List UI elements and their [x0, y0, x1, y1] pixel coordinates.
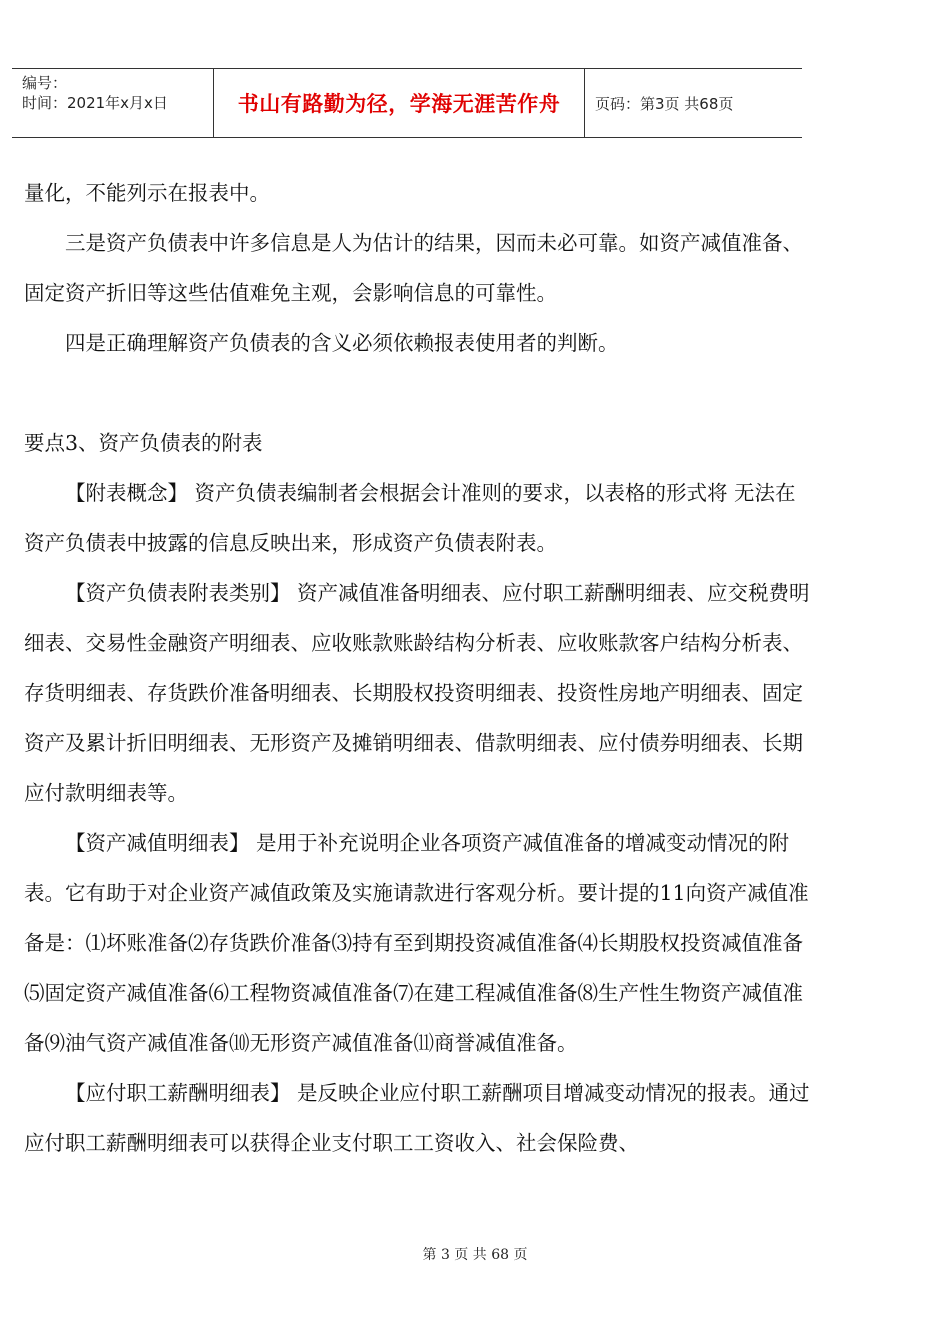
text-payroll-schedule: 是反映企业应付职工薪酬项目增减变动情况的报表。通过应付职工薪酬明细表可以获得企业支付职工工资收入、社会保险费、	[24, 1081, 810, 1155]
paragraph-impairment-schedule	[24, 818, 814, 1068]
term-payroll-schedule: 【应付职工薪酬明细表】	[65, 1081, 291, 1105]
term-impairment-schedule: 【资产减值明细表】	[65, 831, 250, 855]
header-meta-cell	[12, 69, 214, 137]
section-heading: 要点3、资产负债表的附表	[24, 431, 263, 455]
page-footer: 第 3 页 共 68 页	[422, 1247, 528, 1263]
page-header	[12, 68, 802, 138]
document-body	[24, 168, 814, 1168]
text-appendix-concept: 资产负债表编制者会根据会计准则的要求，以表格的形式将 无法在资产负债表中披露的信息反映出来，形成资产负债表附表。	[24, 481, 796, 555]
document-time-label: 时间：2021年x月x日	[22, 94, 168, 112]
header-motto: 书山有路勤为径，学海无涯苦作舟	[214, 69, 585, 137]
text-impairment-schedule: 是用于补充说明企业各项资产减值准备的增减变动情况的附表。它有助于对企业资产减值政策及实施请款进行客观分析。要计提的11向资产减值准备是：⑴坏账准备⑵存货跌价准备⑶持有至到期投资减值准备⑷长期股权投资减值准备⑸固定资产减值准备⑹工程物资减值准备⑺在建工程减值准备⑻生产性生物资产减值准备⑼油气资产减值准备⑽无形资产减值准备⑾商誉减值准备。	[24, 831, 809, 1055]
paragraph-appendix-categories	[24, 568, 814, 818]
paragraph-appendix-concept	[24, 468, 814, 568]
paragraph-1: 量化，不能列示在报表中。	[24, 181, 270, 205]
document-number-label: 编号：	[22, 74, 68, 92]
paragraph-3: 四是正确理解资产负债表的含义必须依赖报表使用者的判断。	[65, 331, 619, 355]
text-appendix-categories: 资产减值准备明细表、应付职工薪酬明细表、应交税费明细表、交易性金融资产明细表、应收账款账龄结构分析表、应收账款客户结构分析表、存货明细表、存货跌价准备明细表、长期股权投资明细表、投资性房地产明细表、固定资产及累计折旧明细表、无形资产及摊销明细表、借款明细表、应付债券明细表、长期应付款明细表等。	[24, 581, 810, 805]
paragraph-2: 三是资产负债表中许多信息是人为估计的结果，因而未必可靠。如资产减值准备、固定资产折旧等这些估值难免主观，会影响信息的可靠性。	[24, 231, 803, 305]
paragraph-gap	[24, 368, 814, 418]
paragraph-payroll-schedule	[24, 1068, 814, 1168]
term-appendix-concept: 【附表概念】	[65, 481, 188, 505]
term-appendix-categories: 【资产负债表附表类别】	[65, 581, 291, 605]
header-page-number: 页码：第3页 共68页	[595, 94, 734, 113]
